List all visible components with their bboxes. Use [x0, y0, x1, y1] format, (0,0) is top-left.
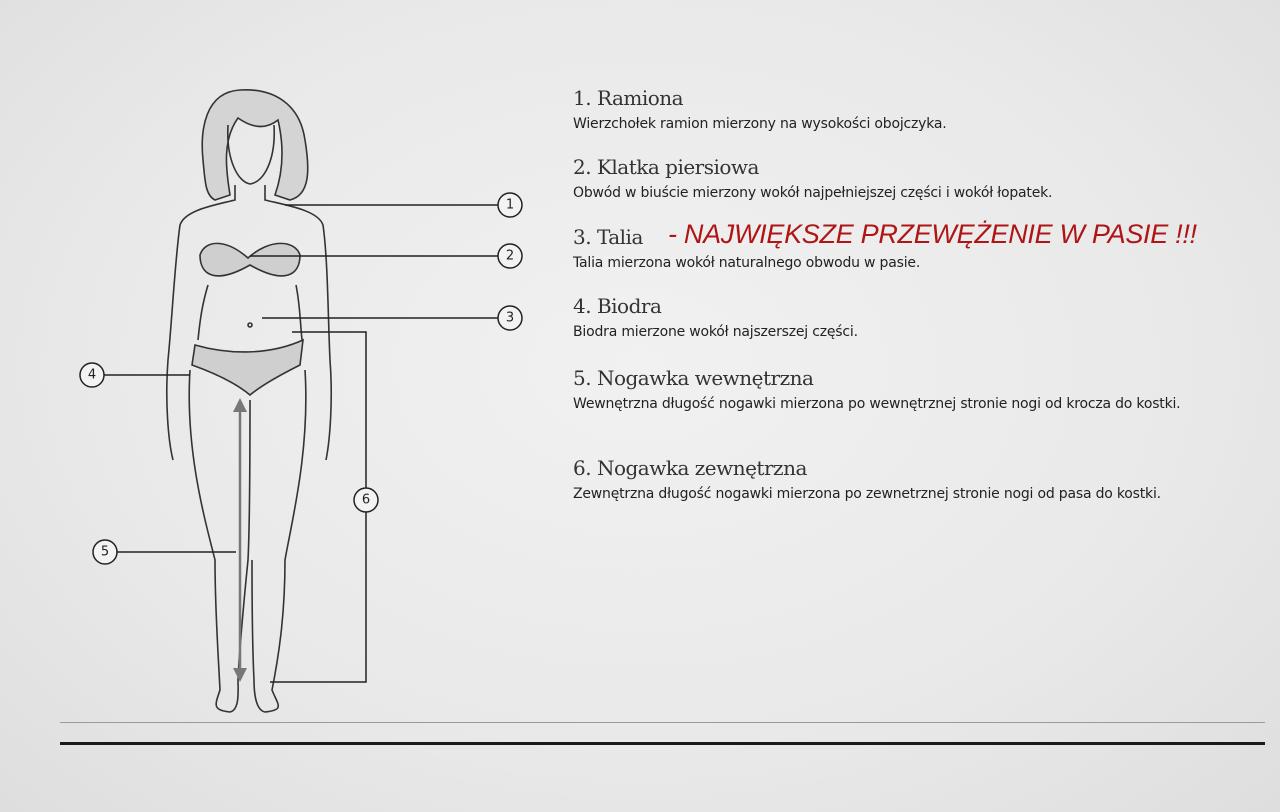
item-desc: Wierzchołek ramion mierzony na wysokości obojczyka. [573, 116, 947, 132]
hair [202, 90, 308, 200]
marker-label: 3 [505, 310, 515, 326]
marker-label: 1 [505, 197, 515, 213]
item-title: 4. Biodra [573, 294, 662, 318]
item-desc: Obwód w biuście mierzony wokół najpełniejszej części i wokół łopatek. [573, 185, 1053, 201]
marker-4 [80, 363, 104, 387]
waist [198, 285, 302, 340]
marker-label: 6 [361, 492, 371, 508]
marker-label: 4 [87, 367, 97, 383]
item-chest [573, 155, 1273, 203]
face [228, 125, 274, 184]
marker-2 [498, 244, 522, 268]
divider-thick [60, 742, 1265, 745]
item-outseam [573, 456, 1273, 504]
marker-6 [354, 488, 378, 512]
waist-annotation: - NAJWIĘKSZE PRZEWĘŻENIE W PASIE !!! [668, 219, 1197, 249]
item-title: 6. Nogawka zewnętrzna [573, 456, 807, 480]
item-hips [573, 294, 1273, 342]
marker-label: 2 [505, 248, 515, 264]
bracket-6 [270, 332, 366, 682]
item-inseam [573, 366, 1273, 414]
divider-thin [60, 722, 1265, 723]
item-desc: Zewnętrzna długość nogawki mierzona po zewnetrznej stronie nogi od pasa do kostki. [573, 486, 1161, 502]
briefs [192, 340, 303, 395]
marker-1 [498, 193, 522, 217]
markers [80, 193, 522, 564]
inseam-arrow [233, 398, 247, 682]
item-title: 3. Talia [573, 225, 643, 249]
measure-lines [104, 205, 498, 682]
bra [200, 243, 300, 276]
marker-3 [498, 306, 522, 330]
marker-label: 5 [100, 544, 110, 560]
navel [248, 323, 252, 327]
item-shoulders [573, 86, 1273, 134]
item-desc: Biodra mierzone wokół najszerszej części. [573, 324, 858, 340]
woman-figure [167, 90, 331, 712]
item-desc: Talia mierzona wokół naturalnego obwodu w pasie. [573, 255, 921, 271]
marker-5 [93, 540, 117, 564]
item-title: 2. Klatka piersiowa [573, 155, 759, 179]
item-desc: Wewnętrzna długość nogawki mierzona po wewnętrznej stronie nogi od krocza do kostki. [573, 396, 1181, 412]
item-title: 1. Ramiona [573, 86, 684, 110]
item-title: 5. Nogawka wewnętrzna [573, 366, 814, 390]
legs [189, 370, 306, 712]
